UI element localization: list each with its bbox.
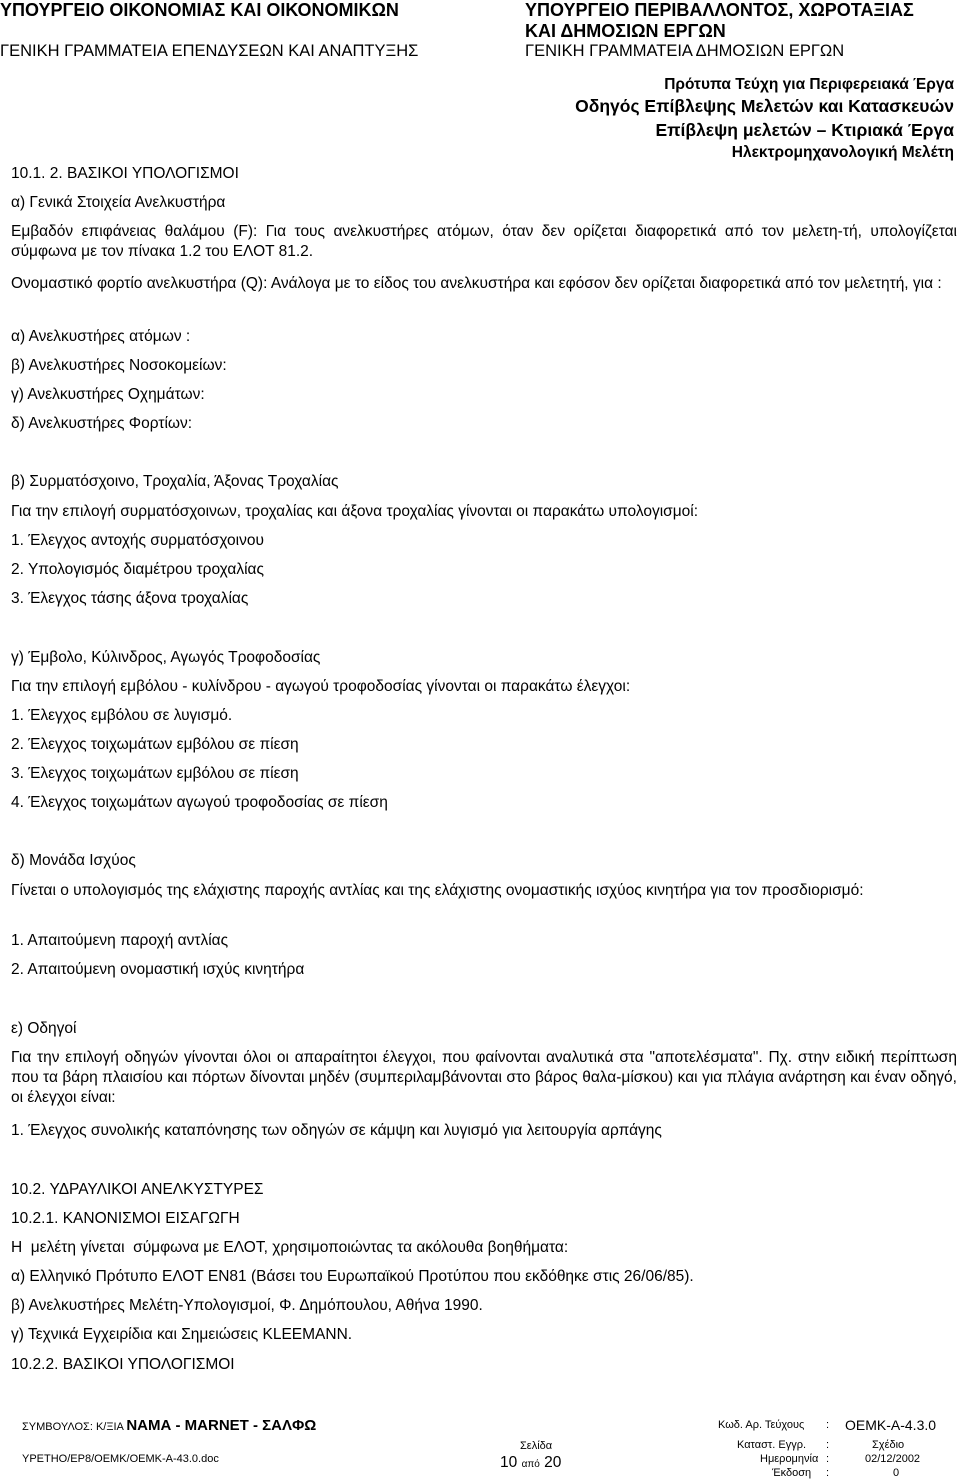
subtitle-4: Ηλεκτρομηχανολογική Μελέτη [731, 144, 954, 161]
list-item: α) Ελληνικό Πρότυπο ΕΛΟΤ ΕΝ81 (Βάσει του Ευρωπαϊκού Προτύπου που εκδόθηκε στις 26/06/85). [11, 1268, 694, 1285]
subsection-heading: α) Γενικά Στοιχεία Ανελκυστήρα [11, 194, 226, 211]
secretariat-right: ΓΕΝΙΚΗ ΓΡΑΜΜΑΤΕΙΑ ΔΗΜΟΣΙΩΝ ΕΡΓΩΝ [525, 42, 845, 60]
list-item: 4. Έλεγχος τοιχωμάτων αγωγού τροφοδοσίας σε πίεση [11, 794, 388, 811]
list-item: 1. Απαιτούμενη παροχή αντλίας [11, 932, 229, 949]
list-item: 1. Έλεγχος συνολικής καταπόνησης των οδηγών σε κάμψη και λυγισμό για λειτουργία αρπάγης [11, 1122, 662, 1139]
ministry-left: ΥΠΟΥΡΓΕΙΟ ΟΙΚΟΝΟΜΙΑΣ ΚΑΙ ΟΙΚΟΝΟΜΙΚΩΝ [0, 0, 399, 20]
list-item: γ) Ανελκυστήρες Οχημάτων: [11, 386, 205, 403]
section-heading: 10.2.2. ΒΑΣΙΚΟΙ ΥΠΟΛΟΓΙΣΜΟΙ [11, 1356, 235, 1373]
list-item: β) Ανελκυστήρες Νοσοκομείων: [11, 357, 227, 374]
page-current: 10 [500, 1454, 518, 1471]
paragraph: Η μελέτη γίνεται σύμφωνα με ΕΛΟΤ, χρησιμοποιώντας τα ακόλουθα βοηθήματα: [11, 1239, 569, 1256]
paragraph: Γίνεται ο υπολογισμός της ελάχιστης παροχής αντλίας και της ελάχιστης ονομαστικής ισχύος κινητήρα για τον προσδιορισμό: [11, 882, 864, 899]
list-item: δ) Ανελκυστήρες Φορτίων: [11, 415, 193, 432]
list-item: 1. Έλεγχος εμβόλου σε λυγισμό. [11, 707, 233, 724]
page-number [500, 1454, 561, 1472]
date-label: Ημερομηνία [760, 1453, 819, 1465]
date-value: 02/12/2002 [865, 1453, 921, 1465]
status-label: Καταστ. Εγγρ. [737, 1439, 807, 1451]
edition-label: Έκδοση [772, 1467, 812, 1479]
subsection-heading: γ) Έμβολο, Κύλινδρος, Αγωγός Τροφοδοσίας [11, 649, 321, 666]
ministry-right-2: ΚΑΙ ΔΗΜΟΣΙΩΝ ΕΡΓΩΝ [525, 21, 726, 41]
list-item: 2. Έλεγχος τοιχωμάτων εμβόλου σε πίεση [11, 736, 299, 753]
subtitle-3: Επίβλεψη μελετών – Κτιριακά Έργα [655, 120, 954, 140]
advisor-line [22, 1418, 316, 1435]
list-item: γ) Τεχνικά Εγχειρίδια και Σημειώσεις KLEEMANN. [11, 1326, 353, 1343]
subsection-heading: ε) Οδηγοί [11, 1020, 77, 1037]
ministry-right-1: ΥΠΟΥΡΓΕΙΟ ΠΕΡΙΒΑΛΛΟΝΤΟΣ, ΧΩΡΟΤΑΞΙΑΣ [525, 0, 914, 20]
list-item: 2. Υπολογισμός διαμέτρου τροχαλίας [11, 561, 264, 578]
subsection-heading: δ) Μονάδα Ισχύος [11, 852, 136, 869]
list-item: 3. Έλεγχος τάσης άξονα τροχαλίας [11, 590, 249, 607]
colon: : [826, 1439, 830, 1451]
list-item: 1. Έλεγχος αντοχής συρματόσχοινου [11, 532, 264, 549]
advisor-prefix: ΣΥΜΒΟΥΛΟΣ: Κ/ΞΙΑ [22, 1421, 124, 1433]
paragraph: Για την επιλογή οδηγών γίνονται όλοι οι απαραίτητοι έλεγχοι, που φαίνονται αναλυτικά στα "αποτελέσματα". Πχ. στην ειδική περίπτωση που τα βάρη πλαισίου και πόρτων δίνονται μηδέν (συμπεριλαμβάνονται στο βάρος θαλα-μίσκου) και για πλάγια ανάρτηση και έναν οδηγό, οι έλεγχοι είναι: [11, 1049, 957, 1106]
secretariat-left: ΓΕΝΙΚΗ ΓΡΑΜΜΑΤΕΙΑ ΕΠΕΝΔΥΣΕΩΝ ΚΑΙ ΑΝΑΠΤΥΞΗΣ [0, 42, 419, 60]
code-value: ΟΕΜΚ-Α-4.3.0 [845, 1417, 937, 1433]
paragraph: Εμβαδόν επιφάνειας θαλάμου (F): Για τους ανελκυστήρες ατόμων, όταν δεν ορίζεται διαφορετικά από τον μελετη-τή, υπολογίζεται σύμφωνα με τον πίνακα 1.2 του ΕΛΟΤ 81.2. [11, 223, 957, 260]
list-item: 3. Έλεγχος τοιχωμάτων εμβόλου σε πίεση [11, 765, 299, 782]
section-heading: 10.2.1. ΚΑΝΟΝΙΣΜΟΙ ΕΙΣΑΓΩΓΗ [11, 1210, 240, 1227]
list-item: 2. Απαιτούμενη ονομαστική ισχύς κινητήρα [11, 961, 305, 978]
paragraph: Για την επιλογή συρματόσχοινων, τροχαλίας και άξονα τροχαλίας γίνονται οι παρακάτω υπολογισμοί: [11, 503, 699, 520]
status-value: Σχέδιο [872, 1439, 905, 1451]
subtitle-1: Πρότυπα Τεύχη για Περιφερειακά Έργα [664, 76, 954, 93]
paragraph: Ονομαστικό φορτίο ανελκυστήρα (Q): Ανάλογα με το είδος του ανελκυστήρα και εφόσον δεν ορίζεται διαφορετικά από τον μελετητή, για : [11, 275, 942, 292]
edition-value: 0 [893, 1467, 900, 1479]
subsection-heading: β) Συρματόσχοινο, Τροχαλία, Άξονας Τροχαλίας [11, 473, 339, 490]
paragraph: Για την επιλογή εμβόλου - κυλίνδρου - αγωγού τροφοδοσίας γίνονται οι παρακάτω έλεγχοι: [11, 678, 631, 695]
colon: : [826, 1419, 830, 1431]
page-of: από [521, 1459, 540, 1470]
page-label: Σελίδα [520, 1440, 553, 1452]
list-item: α) Ανελκυστήρες ατόμων : [11, 328, 191, 345]
advisor-name: ΝΑΜΑ - ΜΑRΝΕΤ - ΣΑΛΦΩ [126, 1417, 317, 1434]
list-item: β) Ανελκυστήρες Μελέτη-Υπολογισμοί, Φ. Δημόπουλου, Αθήνα 1990. [11, 1297, 483, 1314]
colon: : [826, 1453, 830, 1465]
section-heading: 10.1. 2. ΒΑΣΙΚΟΙ ΥΠΟΛΟΓΙΣΜΟΙ [11, 165, 239, 182]
page-total: 20 [544, 1454, 562, 1471]
file-path: ΥΡΕΤΗΟ/ΕΡ8/ΟΕΜΚ/ΟΕΜΚ-Α-43.0.doc [22, 1453, 219, 1465]
colon: : [826, 1467, 830, 1479]
section-heading: 10.2. ΥΔΡΑΥΛΙΚΟΙ ΑΝΕΛΚΥΣΤΥΡΕΣ [11, 1181, 264, 1198]
code-label: Κωδ. Αρ. Τεύχους [718, 1419, 805, 1431]
subtitle-2: Οδηγός Επίβλεψης Μελετών και Κατασκευών [575, 96, 954, 116]
